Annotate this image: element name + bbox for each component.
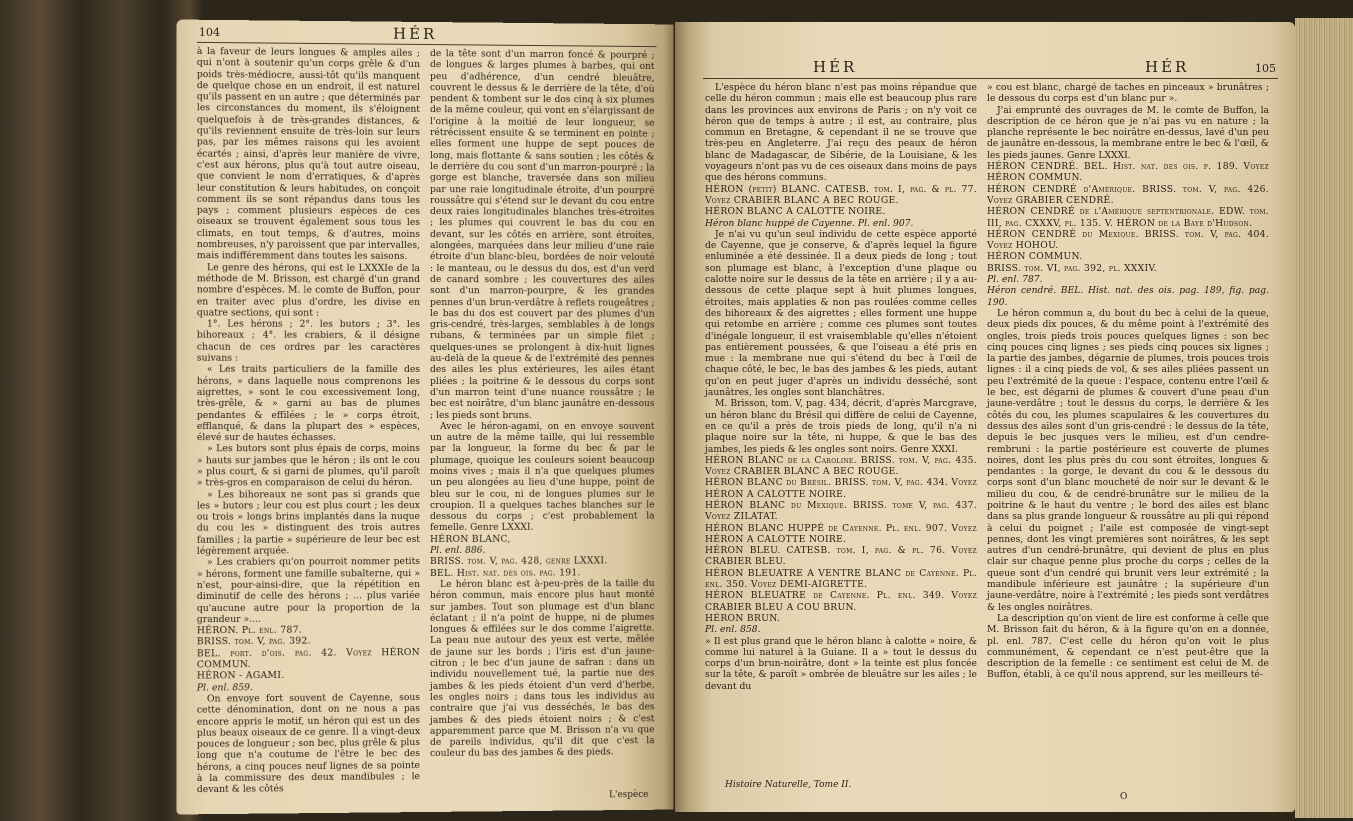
reference: Héron cendré. BEL. Hist. nat. des ois. pag. 189, fig. pag. 190.	[987, 285, 1269, 308]
paragraph: J'ai emprunté des ouvrages de M. le comte de Buffon, la description de ce héron que je n'ai pas vu en nature ; la planche représente le bec noirâtre en-dessus, lavé d'un peu de jaunâtre en-dessous, la membrane entre le bec & l'œil, & les pieds jaunes. Genre LXXXI.	[987, 104, 1269, 161]
reference: Héron blanc huppé de Cayenne. Pl. enl. 907.	[705, 217, 914, 229]
page-number: 105	[1255, 62, 1276, 75]
paragraph: L'espèce du héron blanc n'est pas moins répandue que celle du héron commun ; mais elle est beaucoup plus rare dans les provinces aux environs de Paris ; on n'y voit ce héron que de temps à autre ; il est, au contraire, plus commun en Bretagne, & cependant il ne se trouve que très-peu en Angleterre. J'ai reçu des peaux de héron blanc de Madagascar, de Sibérie, de la Louisiane, & les voyageurs n'ont pas vu de ces oiseaux dans moins de pays que des hérons communs.	[705, 82, 977, 184]
reference: BEL. port. d'ois. pag. 42. Voyez HÉRON COMMUN.	[196, 646, 421, 671]
entry-heading: HÉRON CENDRÉ. BEL. Hist. nat. des ois. p. 189. Voyez HÉRON COMMUN.	[987, 161, 1269, 184]
entry-heading: HÉRON BLANC de la Caroline. BRISS. tom. V, pag. 435. Voyez CRABIER BLANC A BEC ROUGE.	[705, 454, 977, 478]
paragraph: » Les crabiers qu'on pourroit nommer petits » hérons, forment une famille subalterne, qui » n'est, pour-ainsi-dire, que la répétition en diminutif de celle des hérons ; ... plus variée qu'aucune autre pour la proportion de la grandeur »....	[196, 556, 421, 626]
paragraph: Avec le héron-agami, on en envoye souvent un autre de la même taille, qui lui ressemble par la longueur, la forme du bec & par le plumage, quoique les couleurs soient beaucoup moins vives ; mais il n'a que quelques plumes un peu alongées au lieu d'une huppe, point de bleu sur le cou, ni de longues plumes sur le croupion. Il a quelques taches blanches sur le dessous du corps ; c'est probablement la femelle. Genre LXXXI.	[429, 420, 655, 534]
entry-heading: HÉRON BLANC HUPPÉ de Cayenne. Pl. enl. 907. Voyez HÉRON A CALOTTE NOIRE.	[705, 522, 977, 545]
entry-heading: HÉRON CENDRÉ du Mexique. BRISS. tom. V, pag. 404. Voyez HOHOU.	[987, 228, 1269, 252]
running-head: HÉR	[392, 24, 438, 44]
footer-title: Histoire Naturelle, Tome II.	[725, 780, 852, 790]
paragraph: de la tête sont d'un marron foncé & pourpré ; de longues & larges plumes à barbes, qui ont peu d'adhérence, d'un cendré bleuâtre, couvrent le dessus & le derrière de la tête, d'où pendent & tombent sur le dos cinq à six plumes de la même couleur, qui vont en s'élargissant de l'origine à la moitié de leur longueur, se rétrécissent ensuite & se terminent en pointe ; elles forment une huppe de sept pouces de long, mais flottante & sans soutien ; les côtés & le derrière du cou sont d'un marron-pourpré ; la gorge est blanche, traversée dans son milieu par une raie longitudinale étroite, d'un pourpré roussâtre qui s'étend sur le devant du cou entre deux raies longitudinales blanches très-étroites ; les plumes qui couvrent le bas du cou en devant, sur les côtés en arrière, sont étroites, alongées, marquées dans leur milieu d'une raie étroite d'un blanc-bleu, bordées de noir velouté : le manteau, ou le dessus du dos, est d'un verd de canard sombre ; les couvertures des ailes sont d'un marron-pourpre, & les grandes pennes d'un brun-verdâtre à reflets rougeâtres ; le bas du dos est couvert par des plumes d'un gris-cendré, très-larges, semblables à de longs rubans, & terminées par un simple filet ; quelques-unes se prolongent à dix-huit lignes au-delà de la queue & de l'extrémité des pennes des ailes les plus extérieures, les ailes étant pliées ; la poitrine & le dessous du corps sont d'un marron teint d'une nuance roussâtre ; le bec est noirâtre, d'un blanc jaunâtre en-dessous ; les pieds sont bruns.	[429, 48, 655, 421]
entry-heading: HÉRON BRUN.	[705, 612, 781, 624]
right-column-2	[987, 82, 1269, 681]
entry-heading: HÉRON BLANC du Mexique. BRISS. tome V, pag. 437. Voyez ZILATAT.	[705, 499, 977, 523]
entry-heading: HÉRON - AGAMI.	[196, 670, 285, 682]
reference: Pl. enl. 886.	[429, 544, 486, 557]
reference: Pl. enl. 859.	[196, 681, 253, 694]
running-head-2: HÉR	[1145, 58, 1190, 76]
entry-heading: HÉRON CENDRÉ d'Amérique. BRISS. tom. V, pag. 426. Voyez GRABIER CENDRÉ.	[987, 183, 1269, 206]
paragraph: » Les butors sont plus épais de corps, moins » hauts sur jambes que le héron ; ils ont le cou » plus court, & si garni de plumes, qu'il paroît » très-gros en comparaison de celui du héron.	[196, 443, 421, 489]
signature-mark: O	[1120, 792, 1128, 802]
left-column-1	[197, 46, 420, 796]
paragraph: « Les traits particuliers de la famille des hérons, » dans laquelle nous comprenons les aigrettes, » sont le cou excessivement long, très-grêle, & » garni au bas de plumes pendantes & effilées ; le » corps étroit, efflanqué, & dans la plupart des » espèces, élevé sur de hautes échasses.	[196, 364, 421, 444]
page-number: 104	[198, 25, 221, 40]
entry-heading: HÉRON CENDRÉ de l'Amérique septentrionale. EDW. tom. III, pag. CXXXV, pl. 135. V. HÉRON de la Baye d'Hudson.	[987, 206, 1269, 229]
reference: BRISS. tom. VI, pag. 392, pl. XXXIV.	[987, 262, 1157, 274]
paragraph: Je n'ai vu qu'un seul individu de cette espèce apporté de Cayenne, que je conserve, & d'après lequel la figure enluminée a été dessinée. Il a deux pieds de long ; tout son plumage est blanc, à l'exception d'une plaque ou calotte noire sur le dessus de la tête en arrière ; il y a au-dessous de cette plaque sept à huit plumes longues, étroites, mais applaties & non pas roulées comme celles des bihoreaux & des aigrettes ; elles forment une huppe qui retombe en arrière ; comme ces plumes sont toutes d'inégale longueur, il est vraisemblable qu'elles n'étoient pas entièrement poussées, & que l'oiseau a été pris en mue : la membrane nue qui s'étend du bec à l'œil de chaque côté, le bec, le bas des jambes & les pieds, autant qu'on en peut juger d'après un individu desséché, sont jaunâtres, les ongles sont blanchâtres.	[705, 228, 977, 399]
paragraph: 1°. Les hérons ; 2°. les butors ; 3°. les bihoreaux ; 4°. les crabiers, & il désigne chacun de ces ordres par les caractères suivans :	[196, 318, 421, 364]
paragraph: » Il est plus grand que le héron blanc à calotte » noire, & comme lui naturel à la Guiane. Il a » tout le dessus du corps d'un brun-noirâtre, dont » la teinte est plus foncée sur la tête, & paroît » ombrée de bleuâtre sur les ailes ; le devant du	[705, 635, 977, 692]
entry-heading: HÉRON (petit) BLANC. CATESB. tom. I, pag. & pl. 77. Voyez CRABIER BLANC A BEC ROUGE.	[705, 183, 977, 206]
catchword: L'espèce	[609, 789, 649, 801]
reference: BRISS. tom. V, pag. 428, genre LXXXI.	[429, 555, 608, 568]
entry-heading: HÉRON BLEUATRE A VENTRE BLANC de Cayenne. Pl. enl. 350. Voyez DEMI-AIGRETTE.	[705, 567, 977, 591]
right-column-1	[705, 82, 977, 692]
left-column-2	[430, 48, 655, 760]
paragraph: M. Brisson, tom. V, pag. 434, décrit, d'après Marcgrave, un héron blanc du Brésil qui diffère de celui de Cayenne, en ce qu'il a près de trois pieds de long, qu'il n'a ni plaque noire sur la tête, ni huppe, & que le bas des jambes, les pieds & les ongles sont noirs. Genre XXXI.	[705, 398, 977, 455]
entry-heading: HÉRON BLANC du Brésil. BRISS. tom. V, pag. 434. Voyez HÉRON A CALOTTE NOIRE.	[705, 477, 977, 500]
paragraph: Le héron commun a, du bout du bec à celui de la queue, deux pieds dix pouces, & du même point à l'extrémité des ongles, trois pieds trois pouces quelques lignes : son bec cinq pouces cinq lignes ; ses pieds cinq pouces six lignes ; la partie des jambes, dégarnie de plumes, trois pouces trois lignes : il a cinq pieds de vol, & ses ailes pliées passent un peu l'extrémité de la queue : l'espace, contenu entre l'œil & le bec, est dégarni de plumes & couvert d'une peau d'un jaune-verdâtre ; tout le dessus du corps, le derrière & les côtés du cou, les plumes scapulaires & les couvertures du dessus des ailes sont d'un gris-cendré : le dessus de la tête, depuis le bec jusques vers le milieu, est d'un cendre-rembruni : la partie postérieure est couverte de plumes noires, dont les plus près du cou sont étroites, longues & pendantes : la gorge, le devant du cou & le dessous du corps sont d'un blanc moucheté de noir sur le devant & le milieu du cou, & de cendré-brunâtre sur le milieu de la poitrine & le haut du ventre ; le bord des ailes est blanc dans sa plus grande longueur & roussâtre au pli qui répond à celui du poignet ; l'aile est composée de vingt-sept pennes, dont les vingt premières sont noirâtres, & les sept autres d'un cendré-brunâtre, qui devient de plus en plus clair sur chaque penne plus proche du corps ; celles de la queue sont d'un cendré qui brunit vers leur extrémité ; la mandibule inférieure est jaunâtre ; la supérieure d'un jaune-verdâtre, noire à l'extrémité ; les pieds sont verdâtres & les ongles noirâtres.	[987, 307, 1269, 613]
entry-heading: HÉRON. Pl. enl. 787.	[196, 624, 303, 637]
paragraph: Le héron blanc est à-peu-près de la taille du héron commun, mais encore plus haut monté sur jambes. Tout son plumage est d'un blanc éclatant ; il n'a point de huppe, ni de plumes longues & effilées sur le dos comme l'aigrette. La peau nue autour des yeux est verte, mêlée de jaune sur les bords ; l'iris est d'un jaune-citron ; le bec d'un jaune de safran : dans un individu nouvellement tué, la partie nue des jambes & les pieds étoient d'un verd d'herbe, les ongles noirs ; dans tous les individus au contraire que j'ai vus desséchés, le bas des jambes & des pieds étoient noirs ; & c'est apparemment parce que M. Brisson n'a vu que de pareils individus, qu'il dit que c'est la couleur du bas des jambes & des pieds.	[429, 578, 655, 760]
paragraph: La description qu'on vient de lire est conforme à celle que M. Brisson fait du héron, & à la figure qu'on en a donnée, pl. enl. 787. C'est celle du héron qu'on voit le plus communément, & cependant ce n'est peut-être que la description de la femelle : ce sentiment est celui de M. de Buffon, établi, à ce qu'il nous apprend, sur les meilleurs té-	[987, 612, 1269, 681]
page-edges	[1295, 18, 1353, 818]
reference: Pl. enl. 787.	[987, 274, 1043, 286]
entry-heading: HÉRON COMMUN.	[987, 251, 1083, 263]
paragraph: » Les bihoreaux ne sont pas si grands que les » butors ; leur cou est plus court ; les deux ou trois » longs brins implantés dans la nuque du cou les » distinguent des trois autres familles ; la partie » supérieure de leur bec est légèrement arquée.	[196, 488, 421, 557]
paragraph: Le genre des hérons, qui est le LXXXIe de la méthode de M. Brisson, est chargé d'un grand nombre d'espèces. M. le comte de Buffon, pour en traiter avec plus d'ordre, les divise en quatre sections, qui sont :	[196, 261, 421, 319]
paragraph: On envoye fort souvent de Cayenne, sous cette dénomination, dont on ne nous a pas encore appris le motif, un héron qui est un des plus beaux oiseaux de ce genre. Il a vingt-deux pouces de longueur ; son bec, plus grêle & plus long que n'a coutume de l'être le bec des hérons, a cinq pouces neuf lignes de sa pointe à la commissure des deux mandibules ; le devant & les côtés	[196, 691, 421, 796]
reference: BRISS. tom. V, pag. 392.	[196, 636, 311, 648]
left-page	[177, 20, 674, 815]
entry-heading: HÉRON BLEUATRE de Cayenne. Pl. enl. 349. Voyez CRABIER BLEU A COU BRUN.	[705, 590, 977, 613]
entry-heading: HÉRON BLANC,	[429, 533, 511, 545]
reference: Pl. enl. 858.	[705, 624, 761, 636]
running-head: HÉR	[813, 58, 858, 76]
right-page	[675, 22, 1295, 812]
header-rule	[703, 78, 1278, 79]
entry-heading: HÉRON BLEU. CATESB. tom. I, pag. & pl. 76. Voyez CRABIER BLEU.	[705, 545, 977, 568]
entry-heading: HÉRON BLANC A CALOTTE NOIRE.	[705, 206, 886, 218]
reference: BEL. Hist. nat. des ois. pag. 191.	[429, 567, 581, 579]
paragraph: » cou est blanc, chargé de taches en pinceaux » brunâtres ; le dessous du corps est d'un blanc pur ».	[987, 82, 1269, 105]
paragraph: à la faveur de leurs longues & amples ailes ; qui n'ont à soutenir qu'un corps grêle & d'un poids très-médiocre, aussi-tôt qu'ils manquent de quelque chose en un endroit, il est naturel qu'ils passent en un autre ; que déterminés par les circonstances du moment, ils s'éloignent quelquefois à de très-grandes distances, & qu'ils reviennent ensuite de très-loin sur leurs pas, par les mêmes raisons qui les avoient écartés ; ainsi, d'après leur manière de vivre, c'est aux hérons, plus qu'à tout autre oiseau, que convient le nom d'erratiques, & d'après leur constitution & leurs habitudes, on conçoit comment ils se sont répandus dans tous les pays ; comment plusieurs espèces de ces oiseaux se trouvent également sous tous les climats, en tout temps, & d'autres, moins nombreuses, n'y paroissent que par intervalles, mais indifféremment dans toutes les saisons.	[196, 45, 421, 263]
